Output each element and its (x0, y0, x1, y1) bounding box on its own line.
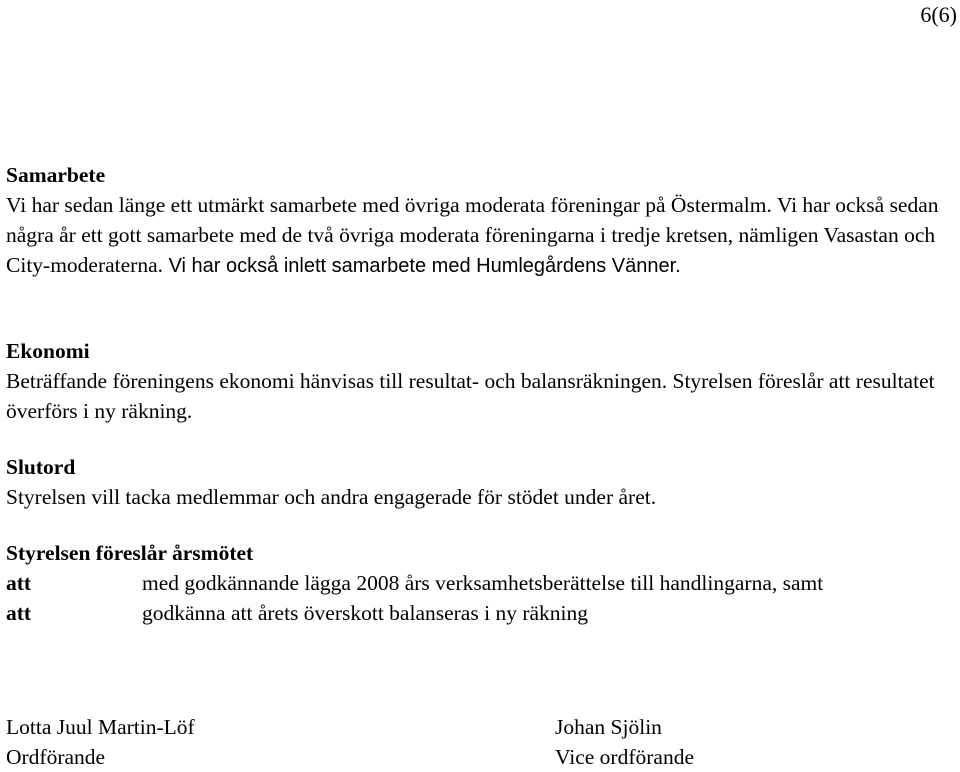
signature-name: Johan Sjölin (555, 715, 662, 739)
signature-title: Vice ordförande (555, 745, 694, 769)
signature-chair (6, 712, 195, 772)
section-ekonomi (6, 336, 956, 426)
paragraph-ekonomi: Beträffande föreningens ekonomi hänvisas till resultat- och balansräkningen. Styrelsen föreslår att resultatet överförs i ny räkning. (6, 369, 935, 423)
heading-proposal: Styrelsen föreslår årsmötet (6, 541, 254, 565)
signature-name: Lotta Juul Martin-Löf (6, 715, 195, 739)
samarbete-text-serif: Vi har sedan länge ett utmärkt samarbete med övriga moderata föreningar på Östermalm. Vi har också sedan några år ett gott samarbete med de två övriga moderata föreningarna i tredje kretsen, nämligen Vasastan och City-moderaterna. (6, 193, 939, 277)
section-proposal (6, 538, 956, 628)
proposal-att-label: att (6, 601, 32, 625)
paragraph-slutord: Styrelsen vill tacka medlemmar och andra engagerade för stödet under året. (6, 485, 657, 509)
heading-slutord: Slutord (6, 455, 76, 479)
proposal-row (6, 568, 956, 598)
signature-title: Ordförande (6, 745, 106, 769)
section-slutord (6, 452, 956, 512)
proposal-att-label: att (6, 571, 32, 595)
heading-samarbete: Samarbete (6, 163, 106, 187)
proposal-row (6, 598, 956, 628)
page-number: 6(6) (920, 2, 957, 27)
proposal-text: godkänna att årets överskott balanseras i ny räkning (142, 601, 588, 625)
samarbete-text-sans: Vi har också inlett samarbete med Humlegårdens Vänner. (163, 255, 681, 277)
section-samarbete (6, 160, 956, 281)
heading-ekonomi: Ekonomi (6, 339, 90, 363)
proposal-text: med godkännande lägga 2008 års verksamhetsberättelse till handlingarna, samt (142, 571, 824, 595)
paragraph-samarbete (6, 190, 956, 281)
signature-vice-chair (555, 712, 694, 772)
